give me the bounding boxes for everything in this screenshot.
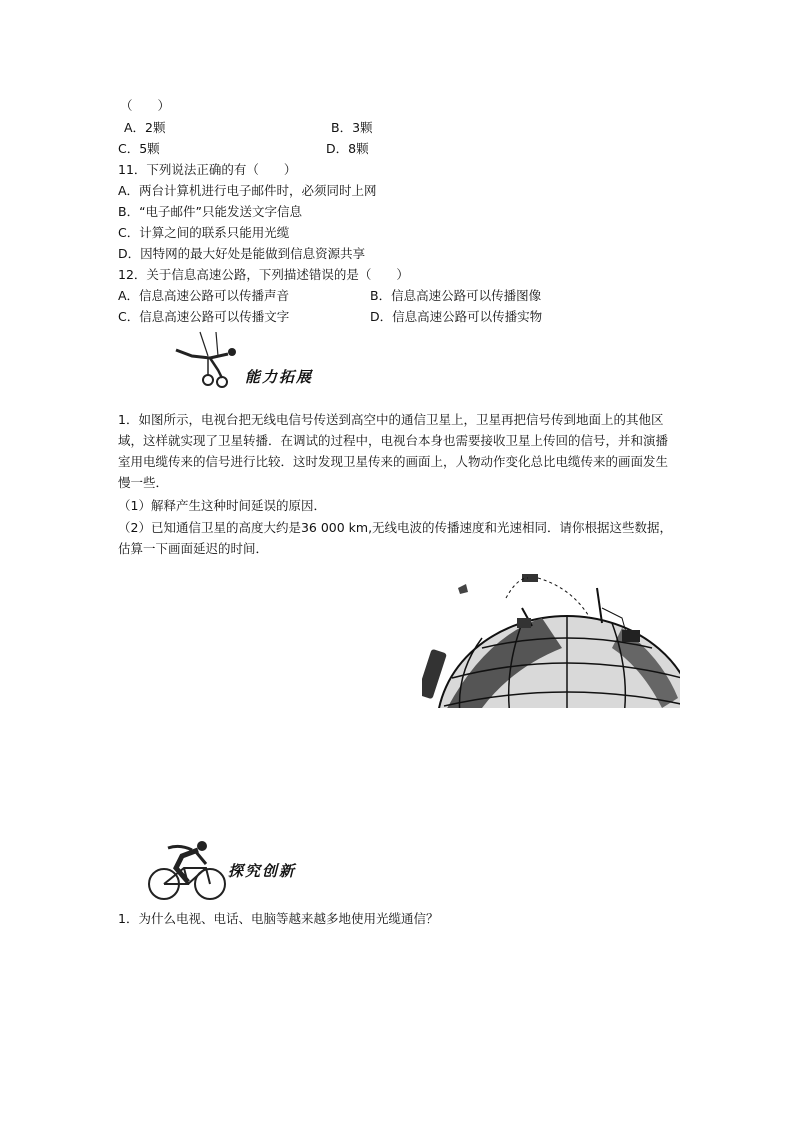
section-title-ability: 能力拓展: [245, 368, 314, 386]
section-title-explore: 探究创新: [228, 862, 297, 880]
satellite-globe-illustration: [422, 568, 680, 714]
q11-option-c: C．计算之间的联系只能用光缆: [118, 225, 290, 240]
q11-option-a: A．两台计算机进行电子邮件时，必须同时上网: [118, 183, 377, 198]
cyclist-icon: [146, 838, 228, 904]
ability-sub-question-2: （2）已知通信卫星的高度大约是36 000 km,无线电波的传播速度和光速相同．请你根据这些数据，估算一下画面延迟的时间．: [118, 520, 673, 556]
q11-option-b: B．“电子邮件”只能发送文字信息: [118, 204, 303, 219]
gymnast-icon: [170, 330, 245, 392]
ability-sub-question-1: （1）解释产生这种时间延误的原因．: [118, 498, 326, 513]
q12-option-c: C．信息高速公路可以传播文字: [118, 309, 290, 324]
q10-option-a: A．2颗: [124, 120, 166, 135]
q12-option-b: B．信息高速公路可以传播图像: [370, 288, 542, 303]
q10-option-b: B．3颗: [331, 120, 373, 135]
q12-option-d: D．信息高速公路可以传播实物: [370, 309, 543, 324]
q10-paren: （ ）: [120, 98, 171, 113]
q10-option-c: C．5颗: [118, 141, 160, 156]
explore-question-text: 1．为什么电视、电话、电脑等越来越多地使用光缆通信？: [118, 911, 439, 926]
q10-option-d: D．8颗: [326, 141, 369, 156]
q12-stem: 12．关于信息高速公路，下列描述错误的是（ ）: [118, 267, 409, 282]
q11-stem: 11．下列说法正确的有（ ）: [118, 162, 297, 177]
q11-option-d: D．因特网的最大好处是能做到信息资源共享: [118, 246, 366, 261]
q12-option-a: A．信息高速公路可以传播声音: [118, 288, 290, 303]
ability-question-text: 1．如图所示，电视台把无线电信号传送到高空中的通信卫星上，卫星再把信号传到地面上的其他区域，这样就实现了卫星转播．在调试的过程中，电视台本身也需要接收卫星上传回的信号，并和演播室用电缆传来的信号进行比较．这时发现卫星传来的画面上，人物动作变化总比电缆传来的画面发生慢一些．: [118, 412, 669, 490]
